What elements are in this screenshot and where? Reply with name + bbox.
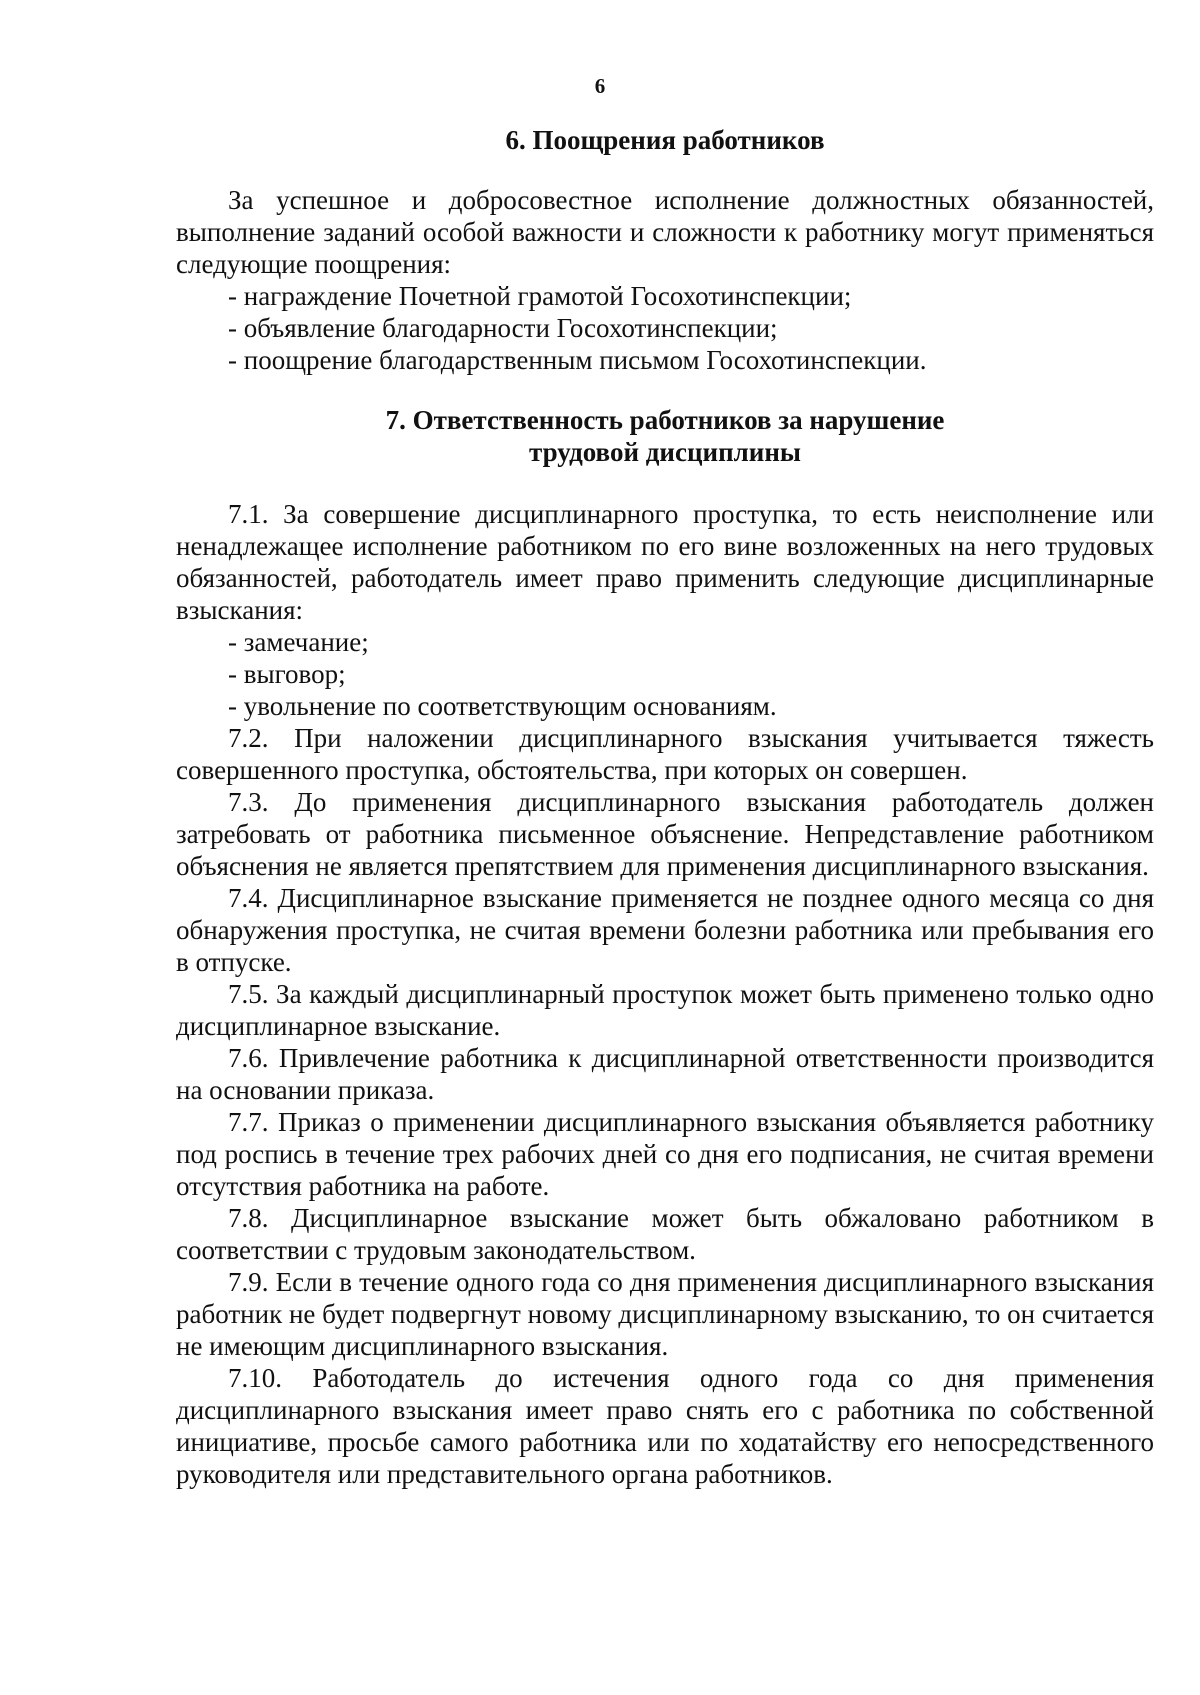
section-6-intro: За успешное и добросовестное исполнение должностных обязанностей, выполнение заданий особой важности и сложности к работнику могут применяться следующие поощрения:: [176, 185, 1154, 279]
page-number: 6: [594, 74, 606, 98]
reward-item: - награждение Почетной грамотой Госохотинспекции;: [228, 281, 852, 311]
section-7-title: [176, 404, 1154, 468]
clause-7-7: 7.7. Приказ о применении дисциплинарного взыскания объявляется работнику под роспись в течение трех рабочих дней со дня его подписания, не считая времени отсутствия работника на работе.: [176, 1107, 1154, 1201]
clause-7-4: 7.4. Дисциплинарное взыскание применяется не позднее одного месяца со дня обнаружения проступка, не считая времени болезни работника или пребывания его в отпуске.: [176, 883, 1154, 977]
clause-7-10: 7.10. Работодатель до истечения одного года со дня применения дисциплинарного взыскания имеет право снять его с работника по собственной инициативе, просьбе самого работника или по ходатайству его непосредственного руководителя или представительного органа работников.: [176, 1363, 1154, 1489]
section-7-title-line-1: 7. Ответственность работников за нарушение: [385, 405, 945, 435]
clause-7-5: 7.5. За каждый дисциплинарный проступок может быть применено только одно дисциплинарное взыскание.: [176, 979, 1154, 1041]
section-6: [176, 124, 1154, 376]
clause-7-2: 7.2. При наложении дисциплинарного взыскания учитывается тяжесть совершенного проступка, обстоятельства, при которых он совершен.: [176, 723, 1154, 785]
section-7: [176, 404, 1154, 1490]
document-body: [176, 124, 1154, 1490]
reward-item: - объявление благодарности Госохотинспекции;: [228, 313, 778, 343]
clause-7-1: 7.1. За совершение дисциплинарного проступка, то есть неисполнение или ненадлежащее исполнение работником по его вине возложенных на него трудовых обязанностей, работодатель имеет право применить следующие дисциплинарные взыскания:: [176, 499, 1154, 625]
reward-item: - поощрение благодарственным письмом Госохотинспекции.: [228, 345, 927, 375]
clause-7-9: 7.9. Если в течение одного года со дня применения дисциплинарного взыскания работник не будет подвергнут новому дисциплинарному взысканию, то он считается не имеющим дисциплинарного взыскания.: [176, 1267, 1154, 1361]
penalty-item: - выговор;: [228, 659, 346, 689]
section-7-title-line-2: трудовой дисциплины: [529, 437, 801, 467]
clause-7-8: 7.8. Дисциплинарное взыскание может быть обжаловано работником в соответствии с трудовым законодательством.: [176, 1203, 1154, 1265]
clause-7-6: 7.6. Привлечение работника к дисциплинарной ответственности производится на основании приказа.: [176, 1043, 1154, 1105]
penalty-item: - замечание;: [228, 627, 369, 657]
penalty-item: - увольнение по соответствующим основаниям.: [228, 691, 777, 721]
section-6-title: 6. Поощрения работников: [505, 125, 825, 155]
clause-7-3: 7.3. До применения дисциплинарного взыскания работодатель должен затребовать от работника письменное объяснение. Непредставление работником объяснения не является препятствием для применения дисциплинарного взыскания.: [176, 787, 1154, 881]
